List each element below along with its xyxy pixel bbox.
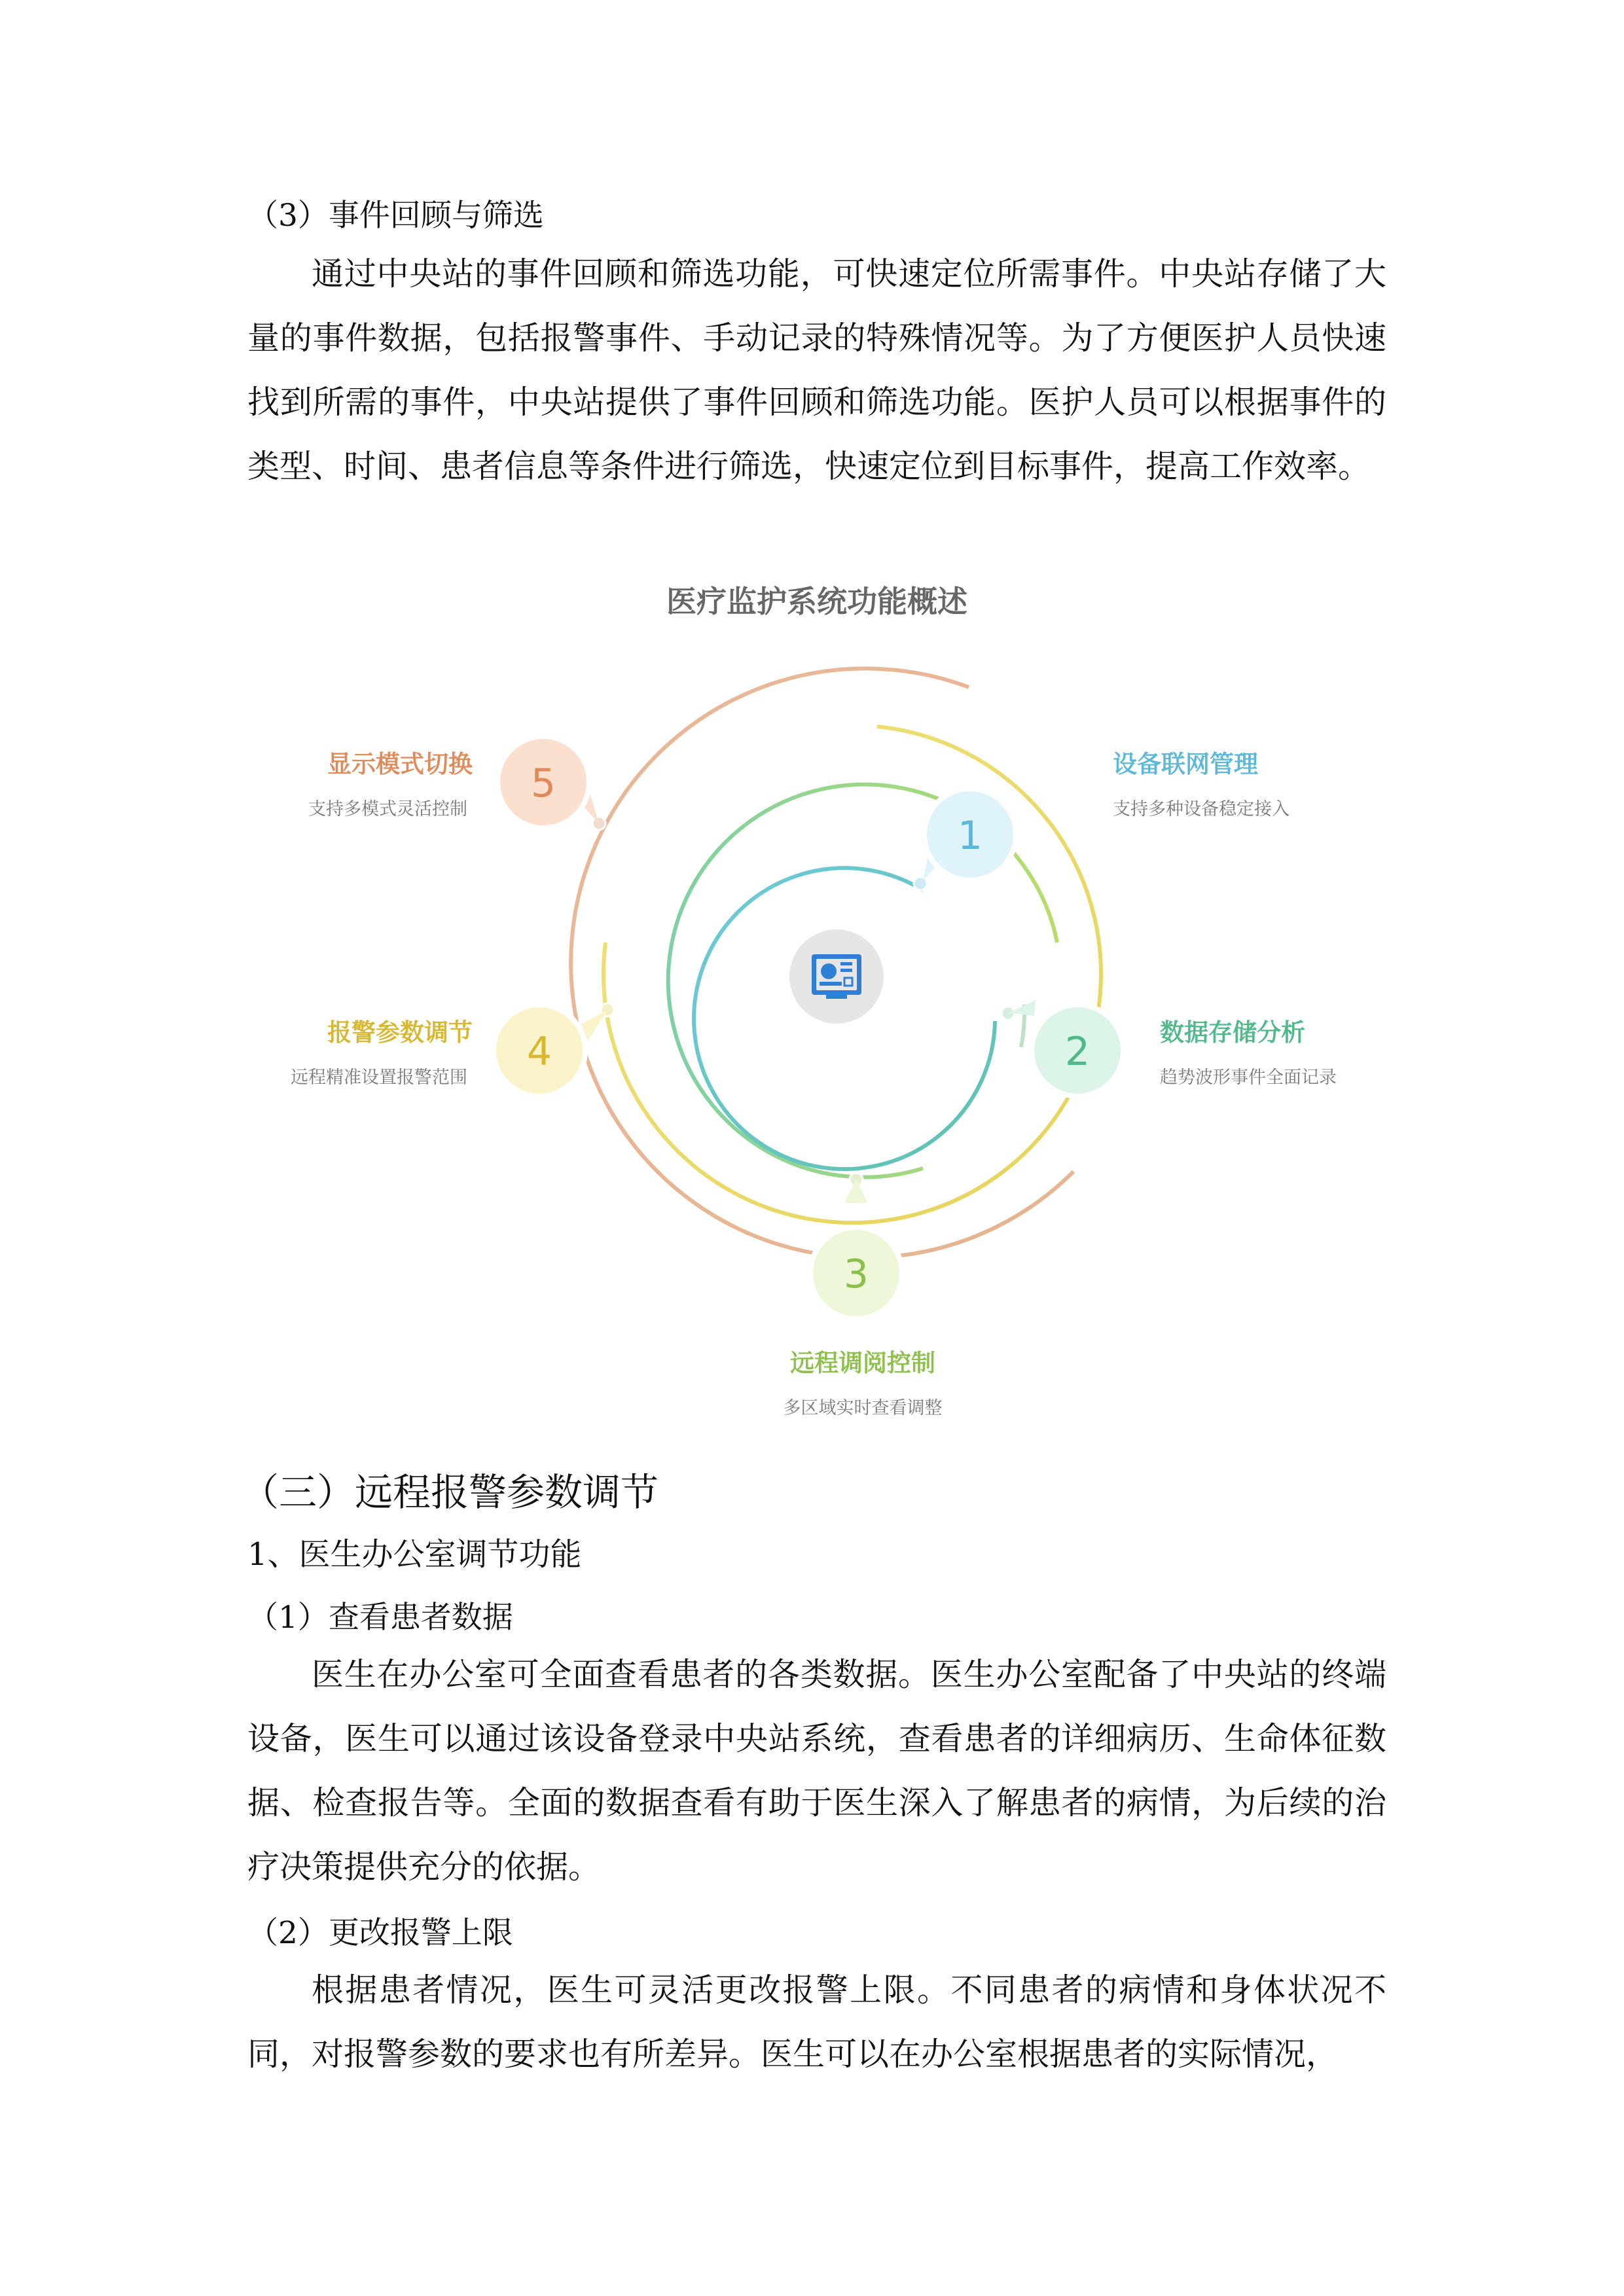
- feature-node-5: [308, 736, 599, 828]
- event-review-heading: （3）事件回顾与筛选: [247, 198, 544, 234]
- node-desc: 支持多模式灵活控制: [308, 799, 467, 819]
- event-review-paragraph: 通过中央站的事件回顾和筛选功能，可快速定位所需事件。中央站存储了大量的事件数据，包括报警事件、手动记录的特殊情况等。为了方便医护人员快速找到所需的事件，中央站提供了事件回顾和筛选功能。医护人员可以根据事件的类型、时间、患者信息等条件进行筛选，快速定位到目标事件，提高工作效率。: [247, 255, 1386, 485]
- alarm-limit-heading: （2）更改报警上限: [247, 1915, 513, 1951]
- orbit-dot: [914, 877, 927, 890]
- node-label: 数据存储分析: [1160, 1018, 1305, 1047]
- node-desc: 远程精准设置报警范围: [291, 1067, 467, 1088]
- feature-node-4: [291, 1005, 607, 1096]
- view-data-heading: （1）查看患者数据: [247, 1600, 513, 1636]
- node-number: 3: [843, 1251, 869, 1297]
- node-label: 远程调阅控制: [790, 1349, 935, 1377]
- feature-node-1: [923, 750, 1290, 880]
- alarm-limit-paragraph: 根据患者情况，医生可灵活更改报警上限。不同患者的病情和身体状况不同，对报警参数的要求也有所差异。医生可以在办公室根据患者的实际情况，: [247, 1971, 1386, 2073]
- node-number: 4: [526, 1029, 552, 1075]
- remote-alarm-heading: （三）远程报警参数调节: [241, 1470, 659, 1515]
- doctor-office-subheading: 1、医生办公室调节功能: [247, 1536, 582, 1573]
- node-number: 5: [530, 761, 556, 806]
- node-desc: 趋势波形事件全面记录: [1160, 1067, 1337, 1088]
- view-data-paragraph: 医生在办公室可全面查看患者的各类数据。医生办公室配备了中央站的终端设备，医生可以通过该设备登录中央站系统，查看患者的详细病历、生命体征数据、检查报告等。全面的数据查看有助于医生深入了解患者的病情，为后续的治疗决策提供充分的依据。: [247, 1656, 1386, 1886]
- diagram-title: 医疗监护系统功能概述: [666, 584, 967, 619]
- node-number: 1: [957, 813, 983, 859]
- monitor-icon: [812, 954, 861, 999]
- node-number: 2: [1064, 1029, 1091, 1075]
- node-desc: 多区域实时查看调整: [783, 1398, 943, 1418]
- node-label: 报警参数调节: [327, 1018, 473, 1047]
- node-label: 设备联网管理: [1113, 750, 1258, 778]
- section-remote-alarm: [241, 1469, 1386, 2087]
- node-desc: 支持多种设备稳定接入: [1113, 799, 1290, 819]
- node-label: 显示模式切换: [327, 750, 473, 778]
- feature-node-2: [1008, 1000, 1337, 1096]
